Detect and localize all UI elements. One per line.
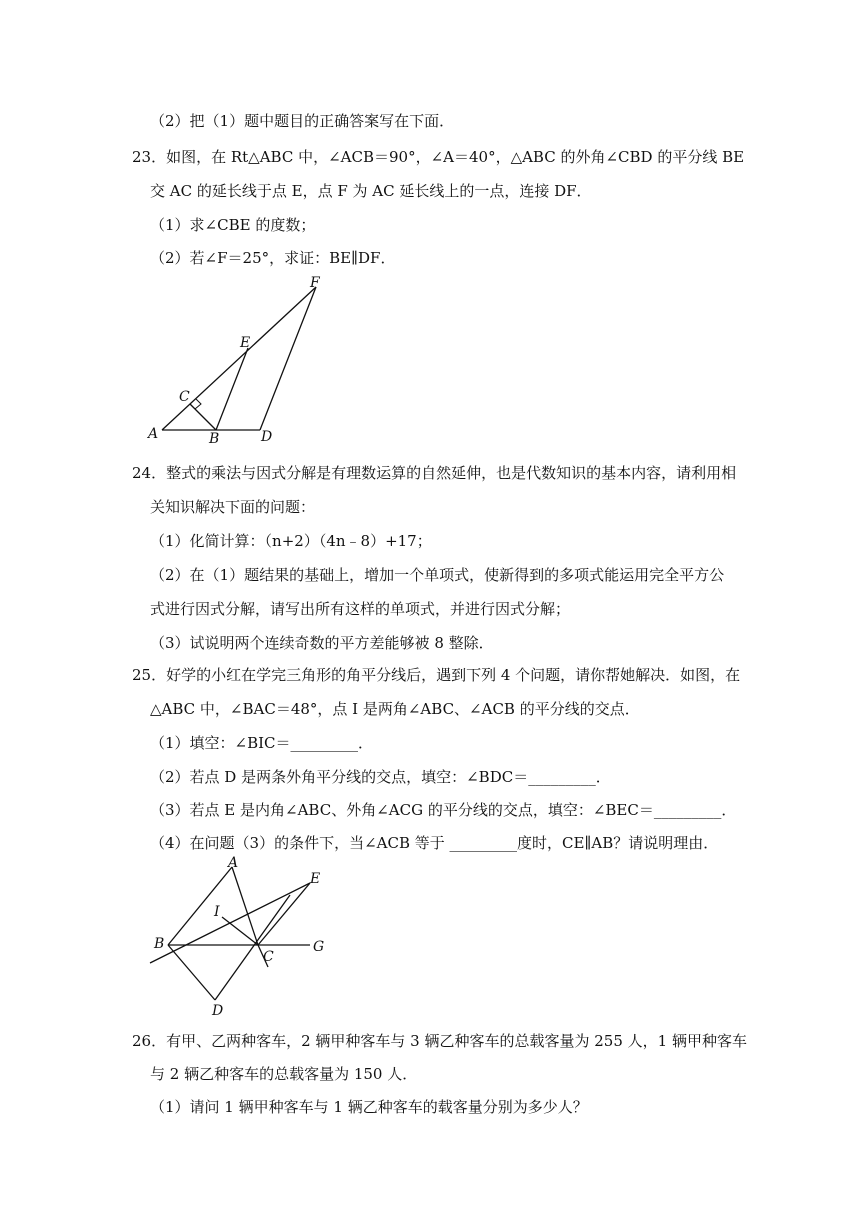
label-E: E bbox=[310, 871, 321, 887]
q22-part2: （2）把（1）题中题目的正确答案写在下面． bbox=[150, 112, 455, 130]
q26-stem-line1: 26．有甲、乙两种客车，2 辆甲种客车与 3 辆乙种客车的总载客量为 255 人，1 辆甲种客车 bbox=[132, 1032, 747, 1050]
label-F: F bbox=[310, 275, 320, 291]
label-I: I bbox=[214, 904, 220, 920]
q25-part1: （1）填空：∠BIC＝_________． bbox=[150, 734, 374, 752]
q23-stem-line2: 交 AC 的延长线于点 E，点 F 为 AC 延长线上的一点，连接 DF． bbox=[150, 182, 592, 200]
label-A: A bbox=[148, 426, 159, 442]
q24-stem-line2: 关知识解决下面的问题： bbox=[150, 498, 316, 516]
q25-figure bbox=[140, 855, 340, 1020]
label-D: D bbox=[212, 1003, 224, 1019]
q25-part2: （2）若点 D 是两条外角平分线的交点，填空：∠BDC＝_________． bbox=[150, 768, 611, 786]
q23-stem-line1: 23．如图，在 Rt△ABC 中，∠ACB＝90°，∠A＝40°，△ABC 的外角∠CBD 的平分线 BE bbox=[132, 148, 745, 166]
label-A: A bbox=[228, 855, 239, 871]
q23-figure bbox=[140, 275, 340, 445]
q25-stem-line1: 25．好学的小红在学完三角形的角平分线后，遇到下列 4 个问题，请你帮她解决．如图，在 bbox=[132, 666, 741, 684]
q23-part1: （1）求∠CBE 的度数； bbox=[150, 216, 316, 234]
label-G: G bbox=[313, 939, 325, 955]
label-D: D bbox=[261, 429, 273, 445]
q25-part3: （3）若点 E 是内角∠ABC、外角∠ACG 的平分线的交点，填空：∠BEC＝_________． bbox=[150, 801, 737, 819]
q26-stem-line2: 与 2 辆乙种客车的总载客量为 150 人． bbox=[150, 1065, 418, 1083]
q26-part1: （1）请问 1 辆甲种客车与 1 辆乙种客车的载客量分别为多少人？ bbox=[150, 1098, 588, 1116]
q24-part1: （1）化简计算：（n+2）（4n﹣8）+17； bbox=[150, 532, 432, 550]
label-E: E bbox=[240, 335, 251, 351]
q24-stem-line1: 24．整式的乘法与因式分解是有理数运算的自然延伸，也是代数知识的基本内容，请利用相 bbox=[132, 464, 737, 482]
label-C: C bbox=[263, 949, 274, 965]
label-B: B bbox=[154, 936, 165, 952]
label-C: C bbox=[179, 389, 190, 405]
q24-part2-line2: 式进行因式分解，请写出所有这样的单项式，并进行因式分解； bbox=[150, 600, 571, 618]
label-B: B bbox=[209, 431, 220, 445]
q24-part3: （3）试说明两个连续奇数的平方差能够被 8 整除． bbox=[150, 634, 494, 652]
q25-part4: （4）在问题（3）的条件下，当∠ACB 等于 _________度时，CE∥AB？请说明理由． bbox=[150, 834, 719, 852]
q23-part2: （2）若∠F＝25°，求证：BE∥DF． bbox=[150, 249, 396, 267]
q25-stem-line2: △ABC 中，∠BAC＝48°，点 I 是两角∠ABC、∠ACB 的平分线的交点． bbox=[150, 700, 640, 718]
q24-part2-line1: （2）在（1）题结果的基础上，增加一个单项式，使新得到的多项式能运用完全平方公 bbox=[150, 566, 725, 584]
